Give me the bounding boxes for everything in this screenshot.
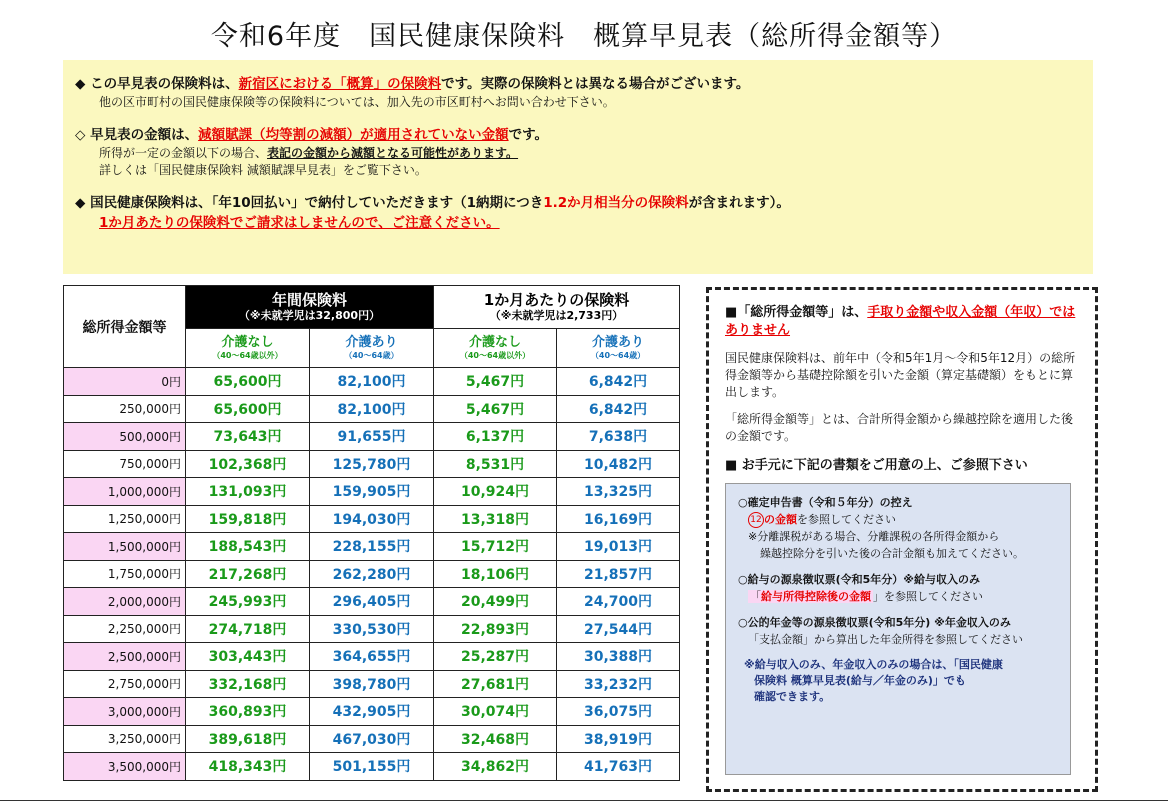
monthly-no-care-cell: 20,499円 <box>434 588 557 616</box>
income-column-header: 総所得金額等 <box>64 286 186 368</box>
doc-note: ※給与収入のみ、年金収入のみの場合は、「国民健康 保険料 概算早見表(給与／年金のみ)」でも 確認できます。 <box>744 658 1003 703</box>
annual-premium-header <box>186 286 434 329</box>
notice-highlight: 新宿区における「概算」の保険料 <box>238 76 442 92</box>
table-row <box>64 753 680 781</box>
side-paragraph: 国民健康保険料は、前年中（令和5年1月〜令和5年12月）の総所得金額等から基礎控除額を引いた金額（算定基礎額）をもとに算出します。 <box>725 351 1076 399</box>
annual-no-care-cell: 65,600円 <box>186 368 310 396</box>
monthly-no-care-cell: 10,924円 <box>434 478 557 506</box>
monthly-care-cell: 6,842円 <box>557 395 680 423</box>
monthly-care-cell: 36,075円 <box>557 698 680 726</box>
annual-no-care-cell: 303,443円 <box>186 643 310 671</box>
group-note: （※未就学児は32,800円） <box>238 308 381 322</box>
monthly-no-care-cell: 5,467円 <box>434 395 557 423</box>
monthly-no-care-cell: 25,287円 <box>434 643 557 671</box>
table-row <box>64 698 680 726</box>
income-cell: 750,000円 <box>64 450 186 478</box>
monthly-no-care-cell: 5,467円 <box>434 368 557 396</box>
side-heading: ■「総所得金額等」は、手取り金額や収入金額（年収）ではありません <box>725 305 1076 338</box>
annual-care-cell: 296,405円 <box>310 588 434 616</box>
annual-no-care-cell: 217,268円 <box>186 560 310 588</box>
col-monthly-no-care: 介護なし （40〜64歳以外） <box>434 329 557 368</box>
circled-number-icon: 12 <box>748 512 764 528</box>
monthly-care-cell: 21,857円 <box>557 560 680 588</box>
notice-text: 早見表の金額は、 <box>90 127 199 143</box>
group-title: 1か月あたりの保険料 <box>483 290 630 309</box>
notice-item-payment <box>75 193 1093 233</box>
diamond-filled-icon: ◆ <box>75 195 86 211</box>
annual-no-care-cell: 73,643円 <box>186 423 310 451</box>
annual-care-cell: 228,155円 <box>310 533 434 561</box>
annual-no-care-cell: 274,718円 <box>186 615 310 643</box>
notice-subtext: 所得が一定の金額以下の場合、 <box>99 146 268 160</box>
diamond-outline-icon: ◇ <box>75 127 86 143</box>
table-row <box>64 395 680 423</box>
notice-subtext-emphasis: 表記の金額から減額となる可能性があります。 <box>267 146 519 160</box>
monthly-care-cell: 24,700円 <box>557 588 680 616</box>
monthly-no-care-cell: 15,712円 <box>434 533 557 561</box>
notice-text: です。実際の保険料とは異なる場合がございます。 <box>441 76 750 92</box>
income-cell: 2,500,000円 <box>64 643 186 671</box>
doc-tax-return: ○確定申告書（令和５年分）の控え 12 の金額を参照してください ※分離課税がある場合、分離課税の各所得金額から 繰越控除分を引いた後の合計金額も加えてください。 <box>738 496 1024 560</box>
annual-care-cell: 501,155円 <box>310 753 434 781</box>
income-cell: 3,500,000円 <box>64 753 186 781</box>
monthly-no-care-cell: 8,531円 <box>434 450 557 478</box>
income-cell: 3,250,000円 <box>64 725 186 753</box>
annual-care-cell: 364,655円 <box>310 643 434 671</box>
notice-highlight: 減額賦課（均等割の減額）が適用されていない金額 <box>198 127 509 143</box>
monthly-care-cell: 38,919円 <box>557 725 680 753</box>
annual-no-care-cell: 131,093円 <box>186 478 310 506</box>
monthly-no-care-cell: 34,862円 <box>434 753 557 781</box>
income-cell: 3,000,000円 <box>64 698 186 726</box>
monthly-no-care-cell: 32,468円 <box>434 725 557 753</box>
annual-no-care-cell: 65,600円 <box>186 395 310 423</box>
notice-warning: 1か月あたりの保険料でご請求はしませんので、ご注意ください。 <box>99 215 500 231</box>
monthly-premium-header <box>434 286 680 329</box>
notice-subtext: 詳しくは「国民健康保険料 減額賦課早見表」をご覧下さい。 <box>99 163 427 177</box>
monthly-no-care-cell: 30,074円 <box>434 698 557 726</box>
table-row <box>64 725 680 753</box>
annual-no-care-cell: 418,343円 <box>186 753 310 781</box>
income-cell: 1,000,000円 <box>64 478 186 506</box>
annual-care-cell: 91,655円 <box>310 423 434 451</box>
col-annual-no-care: 介護なし （40〜64歳以外） <box>186 329 310 368</box>
annual-care-cell: 194,030円 <box>310 505 434 533</box>
monthly-care-cell: 41,763円 <box>557 753 680 781</box>
annual-care-cell: 82,100円 <box>310 395 434 423</box>
table-row <box>64 615 680 643</box>
annual-no-care-cell: 159,818円 <box>186 505 310 533</box>
side-heading-documents: ■ お手元に下記の書類をご用意の上、ご参照下さい <box>725 458 1028 473</box>
highlighted-field: 「給与所得控除後の金額 <box>750 590 871 603</box>
annual-care-cell: 262,280円 <box>310 560 434 588</box>
monthly-no-care-cell: 18,106円 <box>434 560 557 588</box>
notice-subtext: 他の区市町村の国民健康保険等の保険料については、加入先の市区町村へお問い合わせ下さい。 <box>99 95 615 109</box>
col-annual-care: 介護あり （40〜64歳） <box>310 329 434 368</box>
table-row <box>64 478 680 506</box>
table-row <box>64 505 680 533</box>
monthly-care-cell: 16,169円 <box>557 505 680 533</box>
table-row <box>64 450 680 478</box>
table-row <box>64 423 680 451</box>
annual-care-cell: 82,100円 <box>310 368 434 396</box>
annual-no-care-cell: 188,543円 <box>186 533 310 561</box>
premium-table <box>63 285 680 781</box>
monthly-care-cell: 13,325円 <box>557 478 680 506</box>
monthly-care-cell: 30,388円 <box>557 643 680 671</box>
monthly-no-care-cell: 27,681円 <box>434 670 557 698</box>
table-row <box>64 670 680 698</box>
table-row <box>64 368 680 396</box>
annual-care-cell: 398,780円 <box>310 670 434 698</box>
income-cell: 500,000円 <box>64 423 186 451</box>
income-cell: 1,500,000円 <box>64 533 186 561</box>
annual-care-cell: 330,530円 <box>310 615 434 643</box>
table-row <box>64 560 680 588</box>
documents-box <box>725 483 1071 775</box>
notice-panel <box>63 60 1093 274</box>
income-cell: 0円 <box>64 368 186 396</box>
group-note: （※未就学児は2,733円） <box>489 308 624 322</box>
notice-text: が含まれます）。 <box>688 195 790 211</box>
income-cell: 2,750,000円 <box>64 670 186 698</box>
income-cell: 250,000円 <box>64 395 186 423</box>
income-cell: 1,750,000円 <box>64 560 186 588</box>
side-heading-highlight: 手取り金額や収入金額（年収）ではありません <box>725 305 1076 338</box>
monthly-care-cell: 7,638円 <box>557 423 680 451</box>
page-title: 令和6年度 国民健康保険料 概算早見表（総所得金額等） <box>210 21 958 52</box>
table-row <box>64 588 680 616</box>
monthly-care-cell: 33,232円 <box>557 670 680 698</box>
annual-care-cell: 125,780円 <box>310 450 434 478</box>
annual-care-cell: 432,905円 <box>310 698 434 726</box>
table-row <box>64 533 680 561</box>
annual-care-cell: 467,030円 <box>310 725 434 753</box>
annual-no-care-cell: 360,893円 <box>186 698 310 726</box>
monthly-no-care-cell: 13,318円 <box>434 505 557 533</box>
monthly-care-cell: 10,482円 <box>557 450 680 478</box>
doc-pension-withholding: ○公的年金等の源泉徴収票(令和5年分) ※年金収入のみ 「支払金額」から算出した年金所得を参照してください <box>738 616 1023 646</box>
annual-no-care-cell: 389,618円 <box>186 725 310 753</box>
annual-care-cell: 159,905円 <box>310 478 434 506</box>
monthly-no-care-cell: 22,893円 <box>434 615 557 643</box>
notice-text: この早見表の保険料は、 <box>90 76 239 92</box>
doc-salary-withholding: ○給与の源泉徴収票(令和5年分）※給与収入のみ 「給与所得控除後の金額 」を参照してください <box>738 573 983 603</box>
table-row <box>64 643 680 671</box>
income-cell: 2,000,000円 <box>64 588 186 616</box>
notice-text: 国民健康保険料は、「年10回払い」で納付していただきます（1納期につき <box>90 195 544 211</box>
income-cell: 2,250,000円 <box>64 615 186 643</box>
group-title: 年間保険料 <box>271 290 347 309</box>
notice-text: です。 <box>508 127 549 143</box>
annual-no-care-cell: 332,168円 <box>186 670 310 698</box>
side-paragraph: 「総所得金額等」とは、合計所得金額から繰越控除を適用した後の金額です。 <box>725 412 1074 443</box>
page-bottom-border <box>0 800 1168 801</box>
col-monthly-care: 介護あり （40〜64歳） <box>557 329 680 368</box>
income-explanation-box <box>706 287 1098 792</box>
notice-highlight: 1.2か月相当分の保険料 <box>543 195 689 211</box>
notice-item-reduction <box>75 125 1093 179</box>
monthly-care-cell: 19,013円 <box>557 533 680 561</box>
monthly-care-cell: 27,544円 <box>557 615 680 643</box>
annual-no-care-cell: 102,368円 <box>186 450 310 478</box>
monthly-care-cell: 6,842円 <box>557 368 680 396</box>
diamond-filled-icon: ◆ <box>75 76 86 92</box>
income-cell: 1,250,000円 <box>64 505 186 533</box>
annual-no-care-cell: 245,993円 <box>186 588 310 616</box>
monthly-no-care-cell: 6,137円 <box>434 423 557 451</box>
notice-item-estimate <box>75 74 1093 111</box>
